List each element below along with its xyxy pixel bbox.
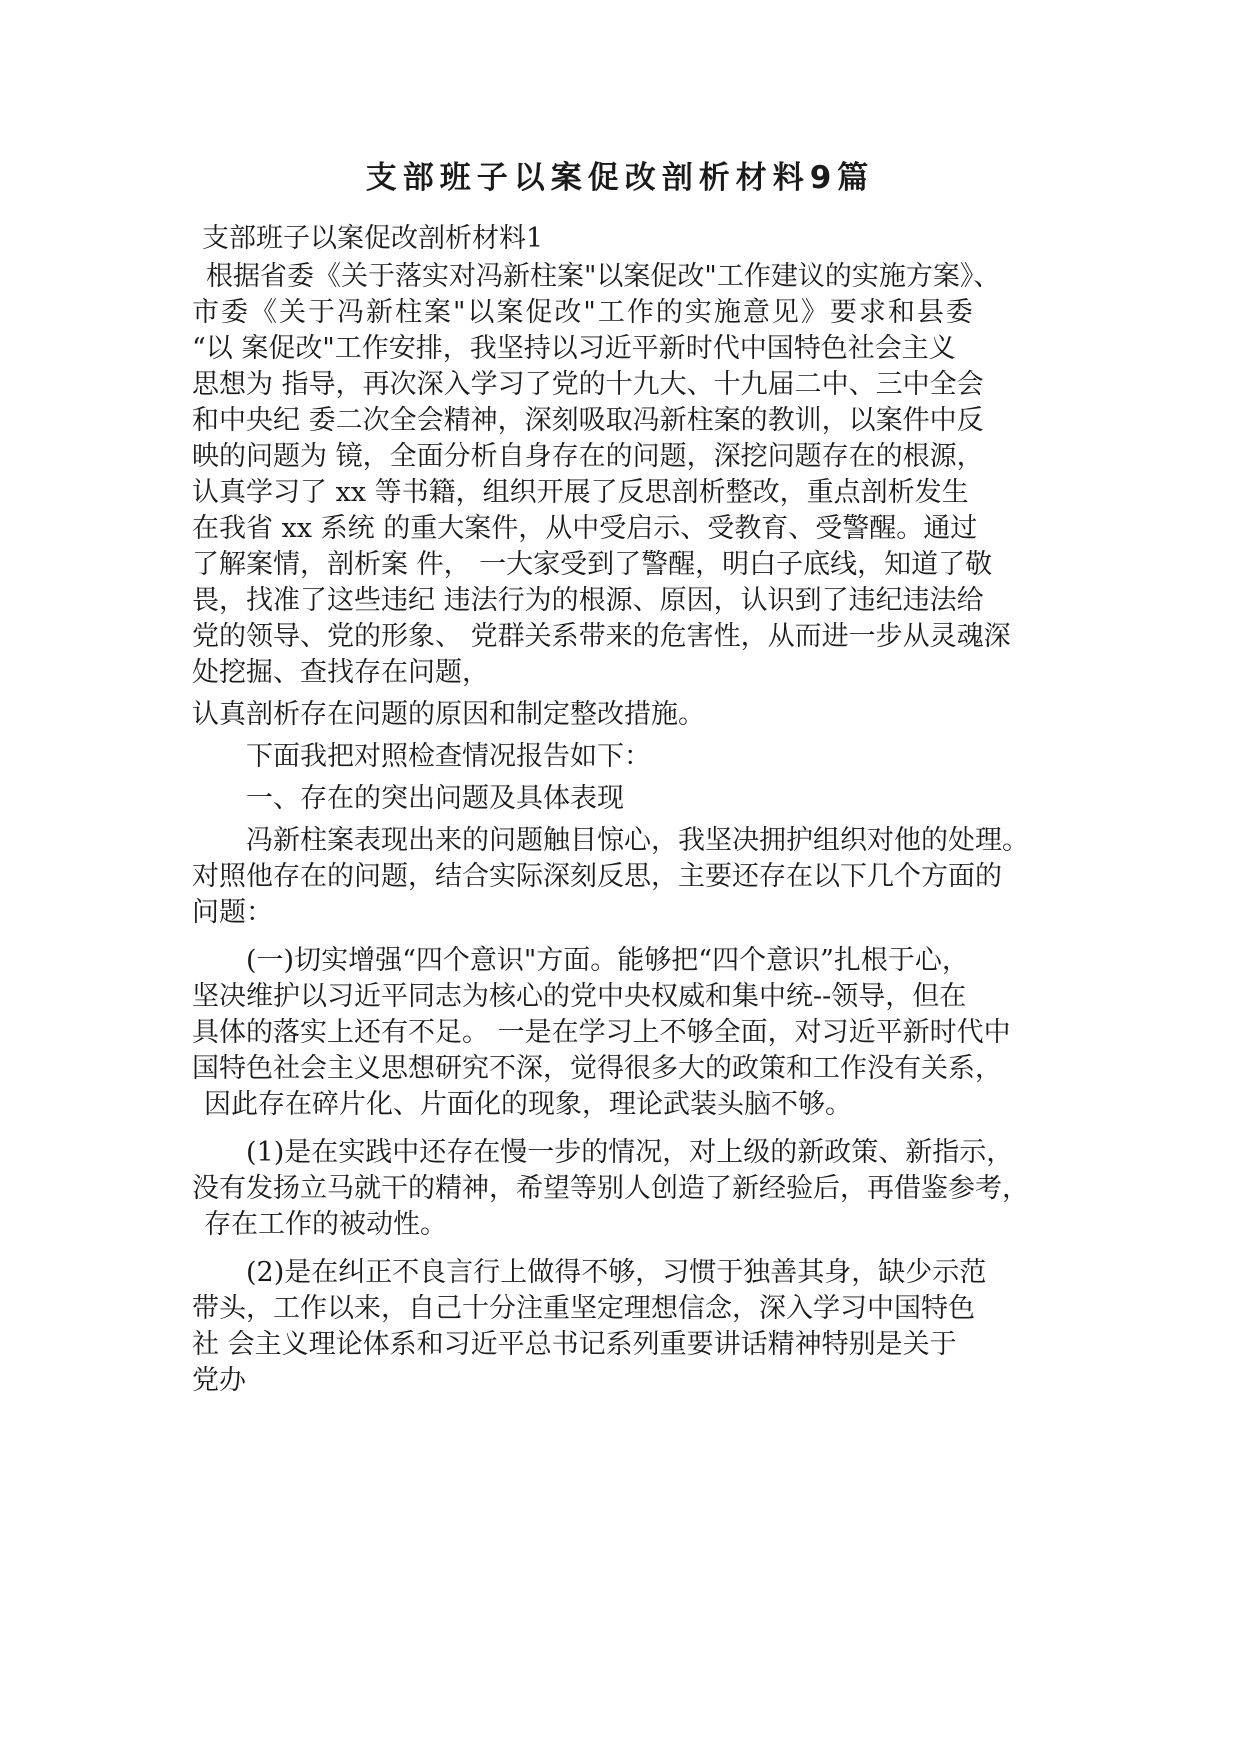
body-line: 因此存在碎片化、片面化的现象，理论武装头脑不够。 (204, 1089, 852, 1120)
body-line: 社 会主义理论体系和习近平总书记系列重要讲话精神特别是关于 (192, 1329, 957, 1360)
body-line: 党的领导、党的形象、 党群关系带来的危害性，从而进一步从灵魂深 (192, 621, 1011, 652)
body-line: 映的问题为 镜，全面分析自身存在的问题，深挖问题存在的根源， (192, 441, 984, 472)
body-line: “以 案促改"工作安排，我坚持以习近平新时代中国特色社会主义 (192, 333, 956, 364)
body-line: 问题： (192, 897, 273, 928)
section-heading: 支部班子以案促改剖析材料1 (202, 223, 544, 254)
body-line: 存在工作的被动性。 (204, 1209, 447, 1240)
body-line: 在我省 xx 系统 的重大案件，从中受启示、受教育、受警醒。通过 (192, 513, 978, 544)
body-line: 下面我把对照检查情况报告如下： (246, 741, 651, 772)
body-line: (1)是在实践中还存在慢一步的情况，对上级的新政策、新指示， (246, 1137, 1014, 1168)
body-line: 对照他存在的问题，结合实际深刻反思，主要还存在以下几个方面的 (192, 861, 1002, 892)
body-line: 市委《关于冯新柱案"以案促改"工作的实施意见》要求和县委 (192, 297, 975, 328)
body-line: 国特色社会主义思想研究不深，觉得很多大的政策和工作没有关系， (192, 1053, 1002, 1084)
body-line: (一)切实增强“四个意识"方面。能够把“四个意识”扎根于心， (246, 945, 969, 976)
body-line: 党办 (192, 1365, 246, 1396)
body-line: 处挖掘、查找存在问题， (192, 657, 489, 688)
body-line: 根据省委《关于落实对冯新柱案"以案促改"工作建议的实施方案》、 (206, 261, 1001, 292)
body-line: (2)是在纠正不良言行上做得不够，习惯于独善其身，缺少示范 (246, 1257, 987, 1288)
body-line: 思想为 指导，再次深入学习了党的十九大、十九届二中、三中全会 (192, 369, 984, 400)
body-line: 畏，找准了这些违纪 违法行为的根源、原因，认识到了违纪违法给 (192, 585, 984, 616)
body-line: 认真剖析存在问题的原因和制定整改措施。 (192, 699, 705, 730)
body-line: 冯新柱案表现出来的问题触目惊心，我坚决拥护组织对他的处理。 (246, 825, 1029, 856)
body-line: 认真学习了 xx 等书籍，组织开展了反思剖析整改，重点剖析发生 (192, 477, 969, 508)
body-line: 了解案情，剖析案 件， 一大家受到了警醒，明白子底线，知道了敬 (192, 549, 993, 580)
body-line: 带头，工作以来，自己十分注重坚定理想信念，深入学习中国特色 (192, 1293, 975, 1324)
body-line: 没有发扬立马就干的精神，希望等别人创造了新经验后，再借鉴参考， (192, 1173, 1029, 1204)
body-line: 和中央纪 委二次全会精神，深刻吸取冯新柱案的教训，以案件中反 (192, 405, 984, 436)
section-heading: 一、存在的突出问题及具体表现 (246, 783, 624, 814)
document-title: 支部班子以案促改剖析材料9篇 (365, 160, 875, 196)
body-line: 具体的落实上还有不足。 一是在学习上不够全面，对习近平新时代中 (192, 1017, 1011, 1048)
body-line: 坚决维护以习近平同志为核心的党中央权威和集中统--领导，但在 (192, 981, 967, 1012)
